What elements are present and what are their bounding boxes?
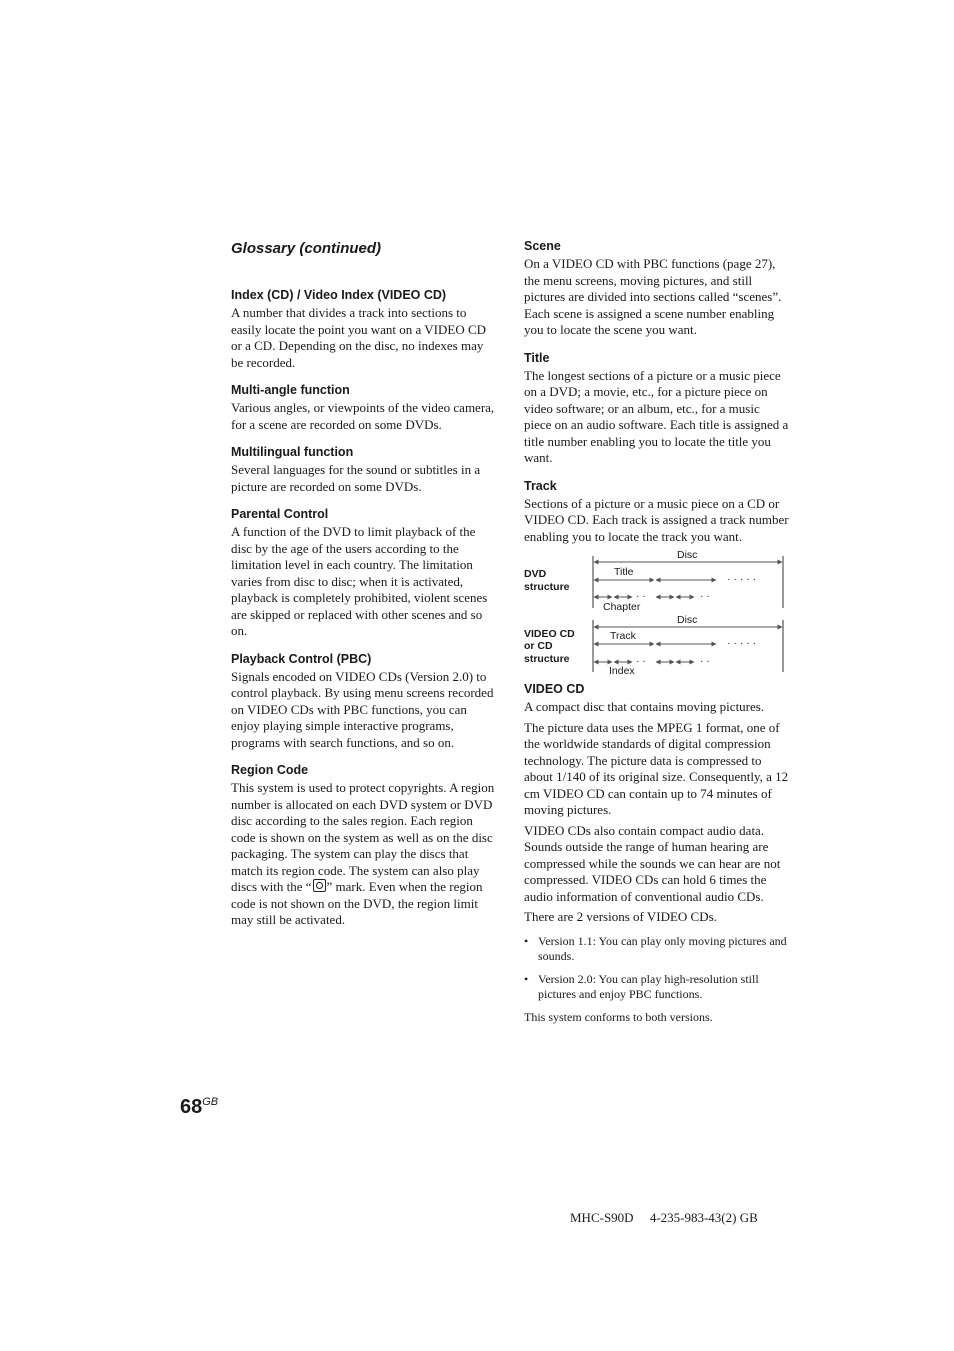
term-text: This system conforms to both versions.: [524, 1009, 713, 1024]
entry-multilingual: [231, 444, 496, 495]
bullet-symbol: •: [524, 971, 529, 986]
page-number-suffix: GB: [202, 1096, 219, 1108]
term-heading: Index (CD) / Video Index (VIDEO CD): [231, 288, 447, 302]
svg-text:· ·: · ·: [700, 590, 710, 602]
term-heading: Region Code: [231, 763, 309, 777]
term-heading: Track: [524, 478, 557, 493]
term-text: A number that divides a track into sections to easily locate the point you want on a VIDEO CD or a CD. Depending on the disc, no indexes may be recorded.: [231, 305, 487, 370]
term-heading: VIDEO CD: [524, 682, 585, 696]
entry-video-cd: [524, 681, 789, 1025]
entry-track: [524, 478, 789, 546]
entry-parental-control: [231, 506, 496, 640]
dvd-chapter-label: Chapter: [603, 601, 641, 613]
svg-text:· ·: · ·: [636, 655, 646, 667]
term-heading: Title: [524, 350, 550, 365]
region-text-after: ” mark. Even when the region code is not shown on the DVD, the region limit may still be activated.: [231, 879, 483, 927]
term-heading: Scene: [524, 239, 561, 253]
dvd-label-line1: DVD: [524, 568, 547, 580]
term-text: Various angles, or viewpoints of the video camera, for a scene are recorded on some DVDs.: [231, 400, 495, 432]
list-item: [524, 934, 789, 965]
term-text: The longest sections of a picture or a music piece on a DVD; a movie, etc., for a picture piece on video software; or an album, etc., for a music piece on an audio software. Each title is assigned a title number enabling you to locate the title you want.: [524, 367, 789, 465]
videocd-structure-block: [524, 614, 783, 676]
term-text: A compact disc that contains moving pictures.: [524, 699, 765, 714]
vcd-label-line2: or CD: [524, 640, 553, 652]
term-text: A function of the DVD to limit playback of the disc by the age of the users according to the limitation level in each country. The limitation varies from disc to disc; when it is activated, playback is completely prohibited, violent scenes are skipped or replaced with other scenes and so on.: [231, 524, 488, 638]
term-text: Several languages for the sound or subtitles in a picture are recorded on some DVDs.: [231, 462, 481, 494]
region-text-before: This system is used to protect copyrights. A region number is allocated on each DVD system or DVD disc according to the sales region. Each region code is shown on the system as well as on the disc packaging. The system can play the discs that match its region code. The system can also play discs with the “: [231, 780, 495, 894]
term-heading: Multi-angle function: [231, 383, 350, 397]
entry-scene: [524, 238, 789, 339]
svg-text:· ·: · ·: [636, 590, 646, 602]
bullet-symbol: •: [524, 933, 529, 948]
entry-index: [231, 287, 496, 371]
vcd-index-label: Index: [609, 665, 635, 676]
term-heading: Playback Control (PBC): [231, 651, 372, 666]
term-text: Signals encoded on VIDEO CDs (Version 2.0) to control playback. By using menu screens recorded on VIDEO CDs with PBC functions, you can enjoy playing simple interactive programs, programs with search functions, and so on.: [231, 668, 494, 750]
right-column: [524, 238, 789, 1036]
version-list: [524, 934, 789, 1003]
section-heading: Glossary (continued): [231, 240, 382, 257]
vcd-track-ellipsis: · · · · ·: [727, 637, 757, 649]
vcd-disc-label: Disc: [677, 614, 698, 626]
dvd-structure-block: [524, 549, 783, 613]
region-all-icon: [313, 879, 326, 892]
disc-structure-diagram: [522, 548, 787, 676]
term-text: The picture data uses the MPEG 1 format, one of the worldwide standards of digital compression technology. The picture data is compressed to about 1/140 of its original size. Consequently, a 12 cm VIDEO CD can contain up to 74 minutes of moving pictures.: [524, 719, 789, 817]
term-text: [231, 780, 496, 929]
list-item: [524, 972, 789, 1003]
dvd-disc-label: Disc: [677, 549, 698, 561]
entry-pbc: [231, 651, 496, 752]
list-item-text: Version 1.1: You can play only moving pictures and sounds.: [538, 933, 787, 963]
vcd-label-line1: VIDEO CD: [524, 628, 575, 640]
term-text: Sections of a picture or a music piece on a CD or VIDEO CD. Each track is assigned a track number enabling you to locate the track you want.: [524, 495, 789, 544]
term-text: On a VIDEO CD with PBC functions (page 27), the menu screens, moving pictures, and still pictures are divided into sections called “scenes”. Each scene is assigned a scene number enabling you to locate the scene you want.: [524, 256, 782, 337]
entry-title: [524, 350, 789, 467]
entry-multi-angle: [231, 382, 496, 433]
vcd-track-label: Track: [610, 630, 636, 642]
dvd-label-line2: structure: [524, 581, 570, 593]
svg-text:· ·: · ·: [700, 655, 710, 667]
dvd-title-ellipsis: · · · · ·: [727, 573, 757, 585]
document-id: MHC-S90D 4-235-983-43(2) GB: [570, 1210, 758, 1225]
dvd-title-label: Title: [614, 566, 634, 578]
entry-region-code: [231, 762, 496, 929]
page-number: [180, 1096, 218, 1119]
left-column: [231, 238, 496, 940]
term-text: There are 2 versions of VIDEO CDs.: [524, 909, 717, 924]
list-item-text: Version 2.0: You can play high-resolution still pictures and enjoy PBC functions.: [538, 971, 759, 1001]
term-heading: Multilingual function: [231, 445, 354, 459]
page-number-value: 68: [180, 1096, 203, 1118]
term-heading: Parental Control: [231, 507, 329, 521]
term-text: VIDEO CDs also contain compact audio data. Sounds outside the range of human hearing are compressed while the sounds we can hear are not compressed. VIDEO CDs can hold 6 times the audio information of conventional audio CDs.: [524, 822, 781, 904]
vcd-label-line3: structure: [524, 653, 570, 665]
